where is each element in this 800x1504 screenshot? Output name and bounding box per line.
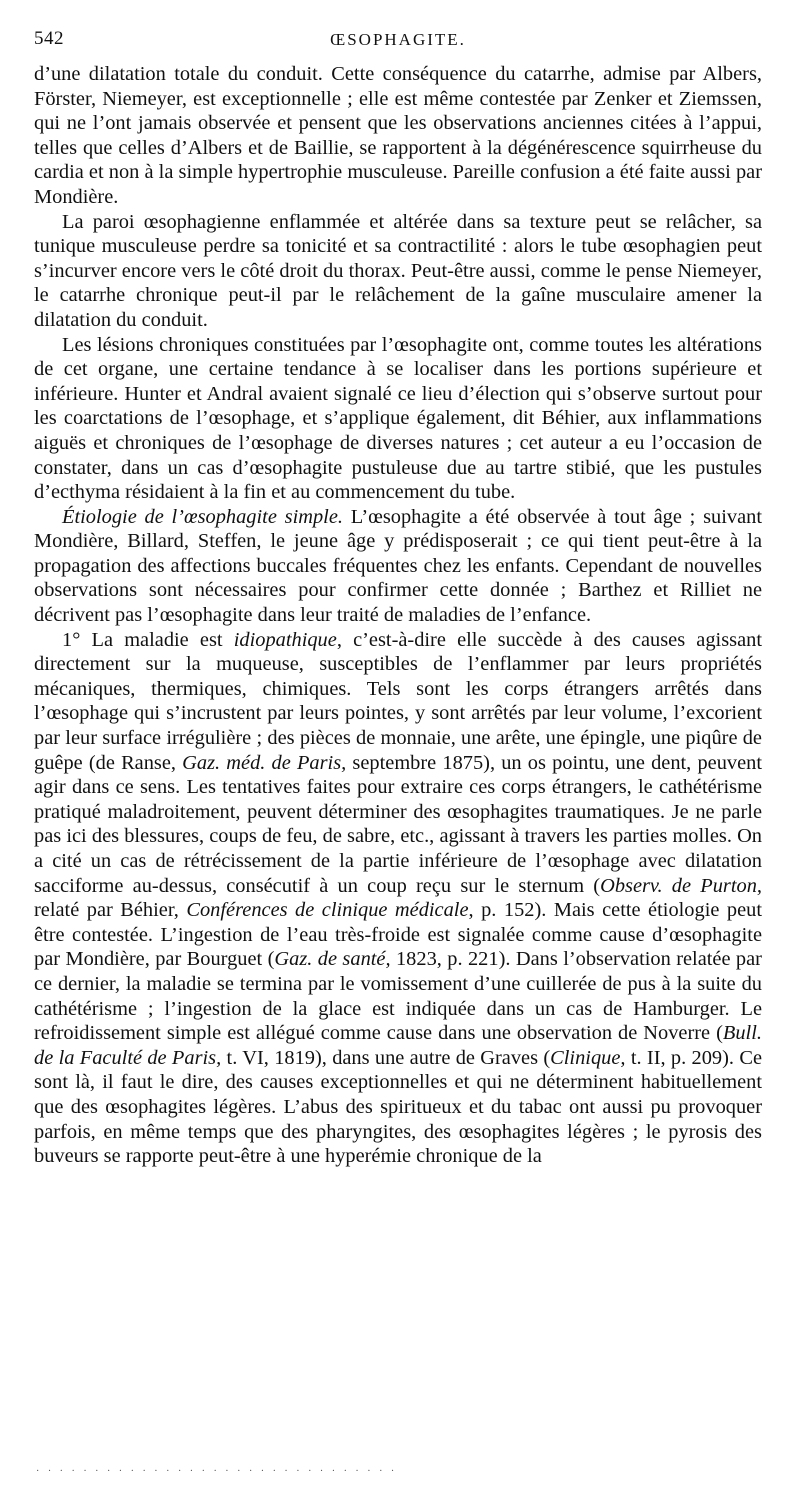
italic-citation: Clinique, (550, 1046, 626, 1069)
italic-citation: Observ. de Purton, (600, 874, 762, 897)
text-run: t. II, p. 209). Ce sont là, il faut le dire, des causes exceptionnelles et qui ne déterminent habituellement que des œsophagites légères. L’abus des spiritueux et du tabac ont aussi pu provoquer parfois, en même temps que des pharyngites, des œsophagites légères ; le pyrosis des buveurs se rapporte peut-être à une hyperémie chronique de la (34, 1046, 762, 1168)
italic-citation: Conférences de clinique médicale (186, 899, 469, 922)
paragraph-1: d’une dilatation totale du conduit. Cette conséquence du catarrhe, admise par Albers, Förster, Niemeyer, est exceptionnelle ; elle est même contestée par Zenker et Ziemssen, qui ne l’ont jamais observée et pensent que les observations anciennes citées à l’appui, telles que celles d’Albers et de Baillie, se rapportent à la dégénérescence squirrheuse du cardia et non à la simple hypertrophie musculeuse. Pareille confusion a été faite aussi par Mondière. (34, 63, 762, 208)
text-run: t. VI, 1819), dans une autre de Graves ( (221, 1046, 551, 1069)
paragraph-etiologie-text: L’œsophagite a été observée à tout âge ; suivant Mondière, Billard, Steffen, le jeune âge y prédisposerait ; ce qui tient peut-être à la propagation des affections buccales fréquentes chez les enfants. Cependant de nouvelles observations sont nécessaires pour confirmer cette donnée ; Barthez et Rilliet ne décrivent pas l’œsophagite dans leur traité de maladies de l’enfance. (34, 505, 762, 627)
italic-citation: idiopathique (233, 628, 337, 651)
italic-citation: Bull. de la Faculté de Paris, (34, 1022, 762, 1069)
paragraph-etiologie (34, 505, 762, 628)
italic-citation: Gaz. méd. de Paris, (182, 751, 347, 774)
body-text (34, 62, 762, 1169)
paragraph-causes (34, 628, 762, 1169)
text-run: 1° La maladie est (62, 628, 234, 651)
section-heading-etiologie: Étiologie de l’œsophagite simple. (62, 505, 343, 528)
paragraph-3: Les lésions chroniques constituées par l’œsophagite ont, comme toutes les altérations de cet organe, une certaine tendance à se localiser dans les portions supérieure et inférieure. Hunter et Andral avaient signalé ce lieu d’élection qui s’observe surtout pour les coarctations de l’œsophage, et s’applique également, dit Béhier, aux inflammations aiguës et chroniques de l’œsophage de diverses natures ; cet auteur a eu l’occasion de constater, dans un cas d’œsophagite pustuleuse due au tartre stibié, que les pustules d’ecthyma résidaient à la fin et au commencement du tube. (34, 333, 762, 504)
italic-citation: Gaz. de santé, (274, 948, 391, 971)
text-run: relaté par Béhier, (34, 899, 187, 922)
text-run: , c’est-à-dire elle succède à des causes agissant directement sur la muqueuse, susceptibles de l’enflammer par leurs propriétés mécaniques, thermiques, chimiques. Tels sont les corps étrangers arrêtés dans l’œsophage qui s’incrustent par leurs pointes, y sont arrêtés par leur volume, l’excorient par leur surface irrégulière ; des pièces de monnaie, une arête, une épingle, une piqûre de guêpe (de Ranse, (34, 628, 763, 774)
running-head: ŒSOPHAGITE. (330, 30, 466, 49)
book-page (34, 28, 762, 1169)
text-run: septembre 1875), un os pointu, une dent, peuvent agir dans ce sens. Les tentatives faites pour extraire ces corps étrangers, le cathétérisme pratiqué maladroitement, peuvent déterminer des œsophagites traumatiques. Je ne parle pas ici des blessures, coups de feu, de sabre, etc., agissant à travers les parties molles. On a cité un cas de rétrécissement de la partie inférieure de l’œsophage avec dilatation sacciforme au-dessus, consécutif à un coup reçu sur le sternum ( (34, 751, 762, 897)
paragraph-2: La paroi œsophagienne enflammée et altérée dans sa texture peut se relâcher, sa tunique musculeuse perdre sa tonicité et sa contractilité : alors le tube œsophagien peut s’incurver encore vers le côté droit du thorax. Peut-être aussi, comme le pense Niemeyer, le catarrhe chronique peut-il par le relâchement de la gaîne musculaire amener la dilatation du conduit. (34, 210, 762, 331)
text-run: 1823, p. 221). Dans l’observation relatée par ce dernier, la maladie se termina par le vomissement d’une cuillerée de pus à la suite du cathétérisme ; l’ingestion de la glace est indiquée dans un cas de Hamburger. Le refroidissement simple est allégué comme cause dans une observation de Noverre ( (34, 948, 762, 1045)
scan-artifact-dots: · · · · · · · · · · · · · · · · · · · · · · · · · · · · · · · (36, 1466, 398, 1477)
text-run: , p. 152). Mais cette étiologie peut être contestée. L’ingestion de l’eau très-froide est signalée comme cause d’œsophagite par Mondière, par Bourguet ( (34, 899, 762, 971)
page-number: 542 (34, 28, 64, 49)
page-header (34, 28, 762, 52)
